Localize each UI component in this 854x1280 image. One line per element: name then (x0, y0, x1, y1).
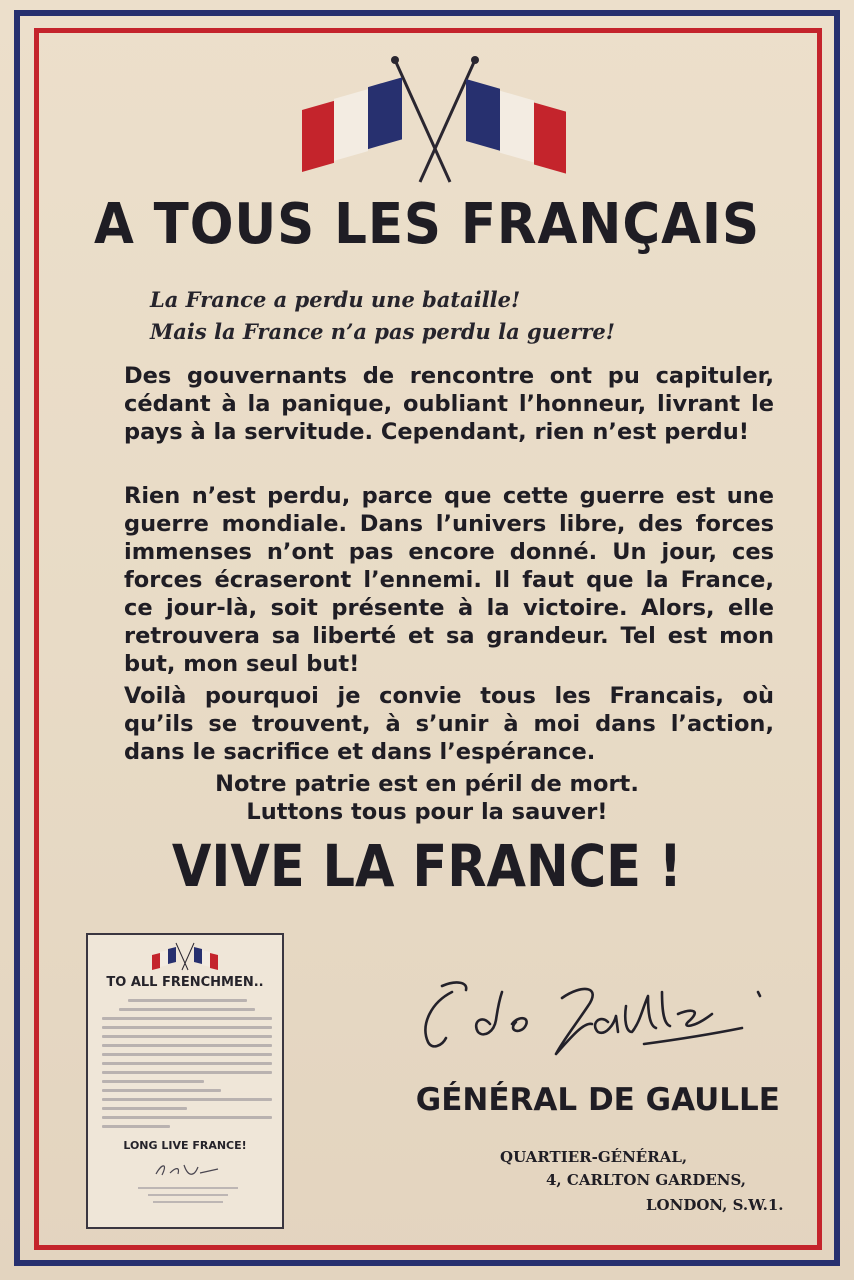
insert-footer-text (138, 1187, 238, 1208)
insert-slogan: LONG LIVE FRANCE! (123, 1139, 247, 1152)
subtitle-line-2: Mais la France n’a pas perdu la guerre! (150, 319, 616, 344)
paragraph-2: Rien n’est perdu, parce que cette guerre est une guerre mondiale. Dans l’univers libre, des forces immenses n’ont pas encore donné. Un jour, ces forces écraseront l’ennemi. Il faut que la France, ce jour-là, soit présente à la victoire. Alors, elle retrouvera sa liberté et sa grandeur. Tel est mon but, mon seul but! (124, 483, 774, 677)
crossed-flags-icon (300, 52, 570, 187)
address-line-1: QUARTIER-GÉNÉRAL, (500, 1148, 688, 1166)
insert-signature (148, 1159, 228, 1181)
crossed-flags-icon (150, 941, 220, 971)
handwritten-signature (412, 962, 772, 1062)
insert-title: TO ALL FRENCHMEN.. (106, 975, 264, 990)
insert-body-text (102, 999, 272, 1134)
paragraph-3: Voilà pourquoi je convie tous les Francais, où qu’ils se trouvent, à s’unir à moi dans l’action, dans le sacrifice et dans l’espérance. (124, 683, 774, 765)
paragraph-1: Des gouvernants de rencontre ont pu capituler, cédant à la panique, oubliant l’honneur, livrant le pays à la servitude. Cependant, rien n’est perdu! (124, 363, 774, 445)
signatory-name: GÉNÉRAL DE GAULLE (415, 1082, 780, 1118)
closing-line-1: Notre patrie est en péril de mort. (215, 771, 639, 797)
closing-line-2: Luttons tous pour la sauver! (246, 799, 608, 825)
address-line-2: 4, CARLTON GARDENS, (546, 1171, 746, 1189)
english-version-insert (86, 933, 284, 1229)
poster-title: A TOUS LES FRANÇAIS (94, 192, 760, 257)
address-line-3: LONDON, S.W.1. (646, 1196, 784, 1214)
subtitle-line-1: La France a perdu une bataille! (150, 287, 521, 312)
slogan: VIVE LA FRANCE ! (171, 832, 683, 900)
